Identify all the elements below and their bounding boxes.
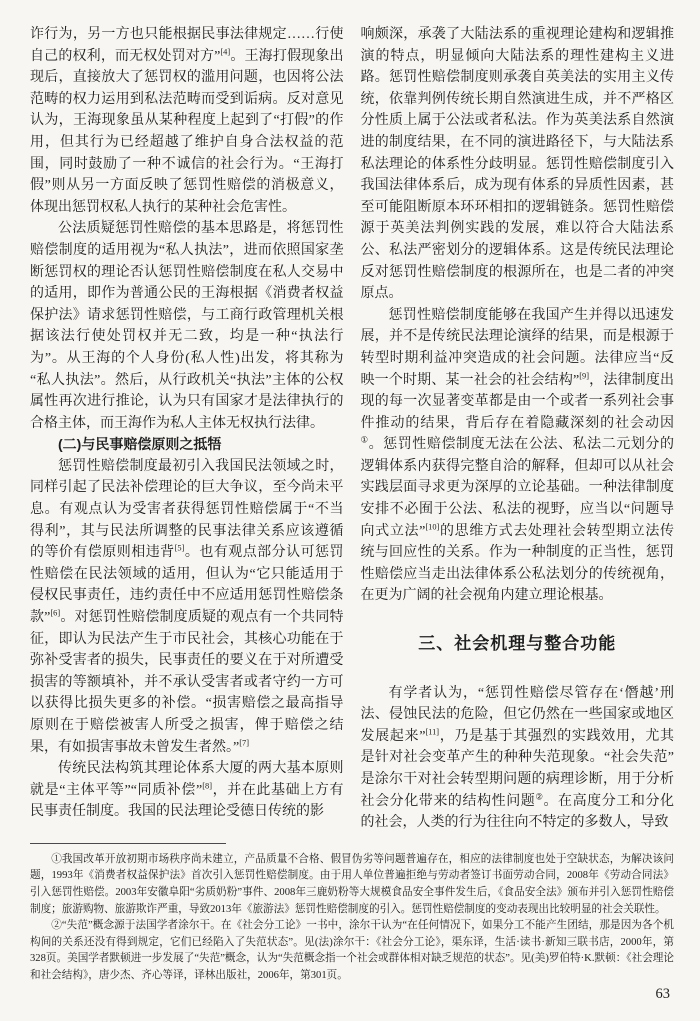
footnote-1: ①我国改革开放初期市场秩序尚未建立，产品质量不合格、假冒伪劣等问题普遍存在，相应的法律制度也处于空缺状态，为解决该问题，1993年《消费者权益保护法》首次引入惩罚性赔偿制度。由于用人单位普遍拒绝与劳动者签订书面劳动合同，2008年《劳动合同法》引入惩罚性赔偿。2003年安徽阜阳“劣质奶粉”事件、2008年三鹿奶粉等大规模食品安全事件发生后，《食品安全法》颁布并引入惩罚性赔偿制度；旅游购物、旅游欺诈严重，导致2013年《旅游法》惩罚性赔偿制度的引入。惩罚性赔偿制度的变动表现出比较明显的社会关联性。 [30, 853, 674, 915]
footnote-2: ②“失范”概念源于法国学者涂尔干。在《社会分工论》一书中，涂尔干认为“在任何情况下，如果分工不能产生团结，那是因为各个机构间的关系还没有得到规定，它们已经陷入了失范状态”。见(法)涂尔干：《社会分工论》，渠东译，生活·读书·新知三联书店，2000年，第328页。美国学者默顿进一步发展了“失范”概念，认为“失范概念指一个社会或群体相对缺乏规范的状态”。见(美)罗伯特·K.默顿：《社会理论和社会结构》，唐少杰、齐心等译，译林出版社，2006年，第301页。 [30, 920, 674, 981]
subsection-heading: (二)与民事赔偿原则之抵牾 [58, 436, 222, 453]
paragraph: 诈行为，另一方也只能根据民事法律规定……行使自己的权利，而无权处罚对方”[4]。王海打假现象出现后，直接放大了惩罚权的滥用问题，也因将公法范畴的权力运用到私法范畴而受到诟病。反对意见认为，王海现象虽从某种程度上起到了“打假”的作用，但其行为已经超越了维护自身合法权益的范围，同时鼓励了一种不诚信的社会行为。“王海打假”则从另一方面反映了惩罚性赔偿的消极意义，体现出惩罚权私人执行的某种社会危害性。 [30, 27, 344, 215]
paragraph: 有学者认为，“惩罚性赔偿尽管存在‘僭越’刑法、侵蚀民法的危险，但它仍然在一些国家或地区发展起来”[11]，乃是基于其强烈的实践效用，尤其是针对社会变革产生的种种失范现象。“社会失范”是涂尔干对社会转型期问题的病理诊断，用于分析社会分化带来的结构性问题②。在高度分工和分化的社会，人类的行为往往向不特定的多数人，导致 [360, 685, 675, 831]
paragraph: 公法质疑惩罚性赔偿的基本思路是，将惩罚性赔偿制度的适用视为“私人执法”，进而依照国家垄断惩罚权的理论否认惩罚性赔偿制度在私人交易中的适用，即作为普通公民的王海根据《消费者权益保护法》请求惩罚性赔偿，与工商行政管理机关根据该法行使处罚权并无二致，均是一种“执法行为”。从王海的个人身份(私人性)出发，将其称为“私人执法”。然后，从行政机关“执法”主体的公权属性再次进行推论，认为只有国家才是法律执行的合格主体，而王海作为私人主体无权执行法律。 [30, 221, 344, 431]
left-column [30, 24, 344, 834]
footnote-separator [30, 843, 226, 844]
right-column [361, 24, 675, 834]
footnote-area [30, 843, 674, 985]
page-number: 63 [655, 986, 670, 1002]
paragraph: 惩罚性赔偿制度能够在我国产生并得以迅速发展，并不是传统民法理论演绎的结果，而是根源于转型时期利益冲突造成的社会问题。法律应当“反映一个时期、某一社会的社会结构”[9]，法律制度出现的每一次显著变革都是由一个或者一系列社会事件推动的结果，背后存在着隐藏深刻的社会动因①。惩罚性赔偿制度无法在公法、私法二元划分的逻辑体系内获得完整自洽的解释，但却可以从社会实践层面寻求更为深厚的立论基础。一种法律制度安排不必囿于公法、私法的视野，应当以“问题导向式立法”[10]的思维方式去处理社会转型期立法传统与回应性的关系。作为一种制度的正当性，惩罚性赔偿应当走出法律体系公私法划分的传统视角，在更为广阔的社会视角内建立理论根基。 [360, 307, 675, 604]
section-heading: 三、社会机理与整合功能 [418, 634, 617, 654]
paragraph: 惩罚性赔偿制度最初引入我国民法领域之时，同样引起了民法补偿理论的巨大争议，至今尚未平息。有观点认为受害者获得惩罚性赔偿属于“不当得利”，其与民法所调整的民事法律关系应该遵循的等价有偿原则相违背[5]。也有观点部分认可惩罚性赔偿在民法领域的适用，但认为“它只能适用于侵权民事责任，违约责任中不应适用惩罚性赔偿条款”[6]。对惩罚性赔偿制度质疑的观点有一个共同特征，即认为民法产生于市民社会，其核心功能在于弥补受害者的损失，民事责任的要义在于对所遭受损害的等额填补，并不承认受害者或者守约一方可以获得比损失更多的补偿。“损害赔偿之最高指导原则在于赔偿被害人所受之损害，俾于赔偿之结果，有如损害事故未曾发生者然。”[7] [30, 458, 344, 755]
two-column-body [30, 24, 674, 834]
paragraph: 传统民法构筑其理论体系大厦的两大基本原则就是“主体平等”“同质补偿”[8]，并在此基础上方有民事责任制度。我国的民法理论受德日传统的影 [30, 761, 344, 820]
paragraph: 响颇深，承袭了大陆法系的重视理论建构和逻辑推演的特点，明显倾向大陆法系的理性建构主义进路。惩罚性赔偿制度则承袭自英美法的实用主义传统，依靠判例传统长期自然演进生成，并不严格区分性质上属于公法或者私法。作为英美法系自然演进的制度结果，在不同的演进路径下，与大陆法系私法理论的体系性分歧明显。惩罚性赔偿制度引入我国法律体系后，成为现有体系的异质性因素，甚至可能阻断原本环环相扣的逻辑链条。惩罚性赔偿源于英美法判例实践的发展，难以符合大陆法系公、私法严密划分的逻辑体系。这是传统民法理论反对惩罚性赔偿制度的根源所在，也是二者的冲突原点。 [360, 27, 674, 302]
